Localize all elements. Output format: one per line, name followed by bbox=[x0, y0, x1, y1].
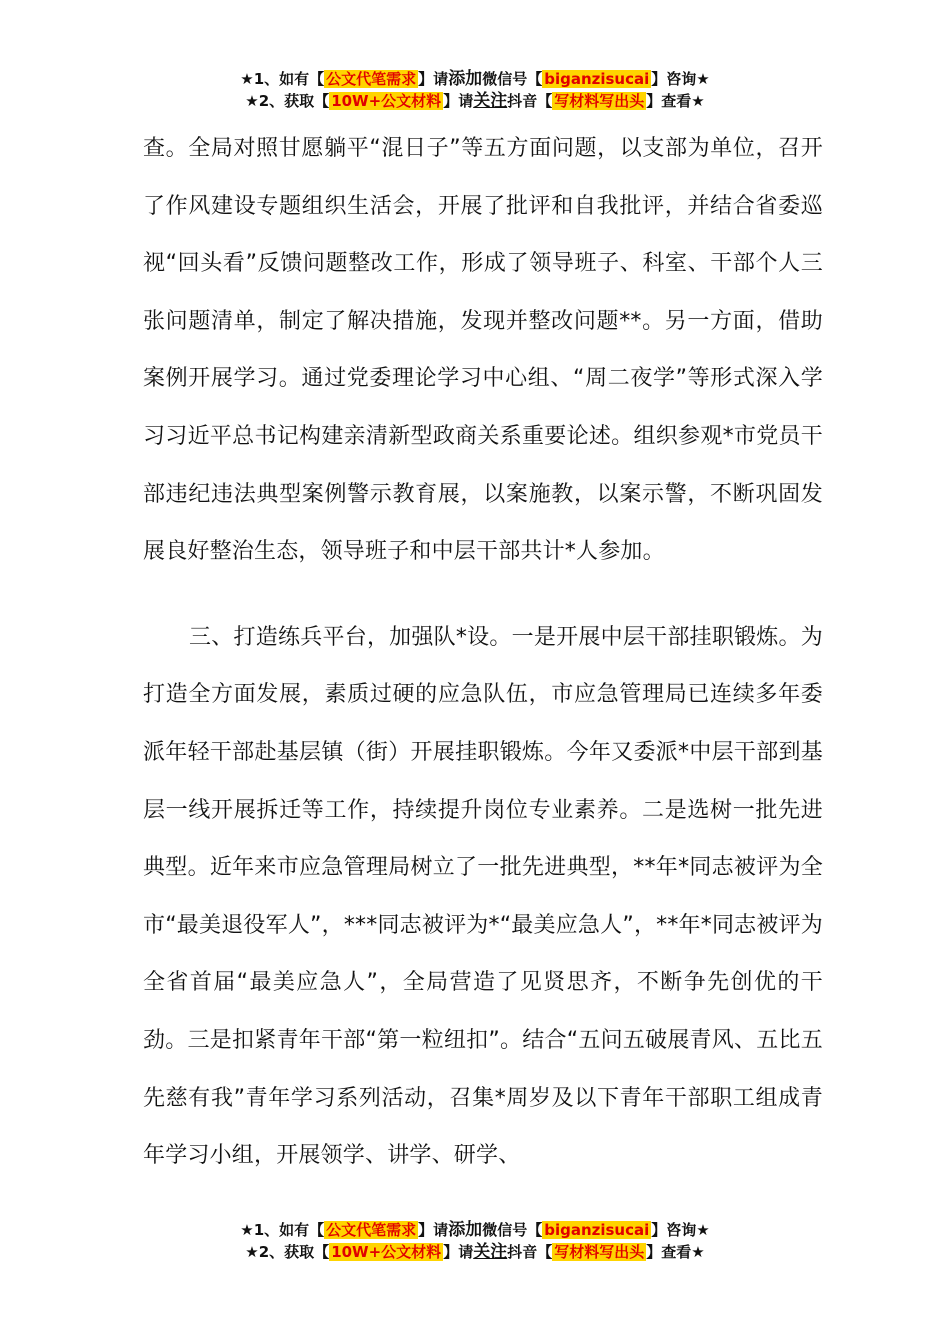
promo-header bbox=[0, 68, 950, 112]
douyin-account-highlight: 写材料写出头 bbox=[554, 1243, 645, 1261]
promo-footer-line-2-prefix: ★2、获取【 bbox=[245, 1243, 330, 1261]
promo-footer bbox=[0, 1219, 950, 1263]
body-paragraph-1: 查。全局对照甘愿躺平“混日子”等五方面问题，以支部为单位，召开了作风建设专题组织生活会，开展了批评和自我批评，并结合省委巡视“回头看”反馈问题整改工作，形成了领导班子、科室、干部个人三张问题清单，制定了解决措施，发现并整改问题**。另一方面，借助案例开展学习。通过党委理论学习中心组、“周二夜学”等形式深入学习习近平总书记构建亲清新型政商关系重要论述。组织参观*市党员干部违纪违法典型案例警示教育展，以案施教，以案示警，不断巩固发展良好整治生态，领导班子和中层干部共计*人参加。 bbox=[143, 136, 823, 565]
promo-footer-line-1 bbox=[0, 1219, 950, 1241]
promo-line-2-mid2: 抖音【 bbox=[507, 92, 553, 110]
promo-line-2-emphasis: 关注 bbox=[473, 91, 508, 111]
promo-footer-line-2-emphasis: 关注 bbox=[473, 1242, 508, 1262]
promo-footer-line-2 bbox=[0, 1241, 950, 1263]
promo-line-2-suffix: 】查看★ bbox=[646, 92, 705, 110]
document-body bbox=[143, 120, 823, 1185]
service-highlight: 公文代笔需求 bbox=[326, 70, 417, 88]
materials-highlight: 10W+公文材料 bbox=[331, 92, 442, 110]
promo-line-1-mid2: 微信号【 bbox=[482, 70, 543, 88]
promo-line-1-prefix: ★1、如有【 bbox=[240, 70, 325, 88]
promo-footer-line-1-mid2: 微信号【 bbox=[482, 1221, 543, 1239]
promo-line-2-mid: 】请 bbox=[443, 92, 474, 110]
paragraph-gap bbox=[143, 581, 823, 609]
promo-footer-line-2-mid2: 抖音【 bbox=[507, 1243, 553, 1261]
promo-footer-line-1-prefix: ★1、如有【 bbox=[240, 1221, 325, 1239]
promo-footer-line-1-emphasis: 添加 bbox=[448, 1220, 483, 1240]
body-paragraph-2: 三、打造练兵平台，加强队*设。一是开展中层干部挂职锻炼。为打造全方面发展，素质过硬的应急队伍，市应急管理局已连续多年委派年轻干部赴基层镇（街）开展挂职锻炼。今年又委派*中层干部到基层一线开展拆迁等工作，持续提升岗位专业素养。二是选树一批先进典型。近年来市应急管理局树立了一批先进典型，**年*同志被评为全市“最美退役军人”，***同志被评为*“最美应急人”，**年*同志被评为全省首届“最美应急人”，全局营造了见贤思齐，不断争先创优的干劲。三是扣紧青年干部“第一粒纽扣”。结合“五问五破展青风、五比五先慈有我”青年学习系列活动，召集*周岁及以下青年干部职工组成青年学习小组，开展领学、讲学、研学、 bbox=[143, 624, 823, 1169]
promo-line-1-mid: 】请 bbox=[418, 70, 449, 88]
materials-highlight: 10W+公文材料 bbox=[331, 1243, 442, 1261]
promo-footer-line-1-mid: 】请 bbox=[418, 1221, 449, 1239]
wechat-id-highlight: biganzisucai bbox=[544, 1221, 650, 1239]
promo-line-2-prefix: ★2、获取【 bbox=[245, 92, 330, 110]
promo-line-1 bbox=[0, 68, 950, 90]
wechat-id-highlight: biganzisucai bbox=[544, 70, 650, 88]
promo-footer-line-2-mid: 】请 bbox=[443, 1243, 474, 1261]
promo-footer-line-2-suffix: 】查看★ bbox=[646, 1243, 705, 1261]
promo-line-2 bbox=[0, 90, 950, 112]
service-highlight: 公文代笔需求 bbox=[326, 1221, 417, 1239]
promo-line-1-suffix: 】咨询★ bbox=[651, 70, 710, 88]
douyin-account-highlight: 写材料写出头 bbox=[554, 92, 645, 110]
promo-footer-line-1-suffix: 】咨询★ bbox=[651, 1221, 710, 1239]
promo-line-1-emphasis: 添加 bbox=[448, 69, 483, 89]
